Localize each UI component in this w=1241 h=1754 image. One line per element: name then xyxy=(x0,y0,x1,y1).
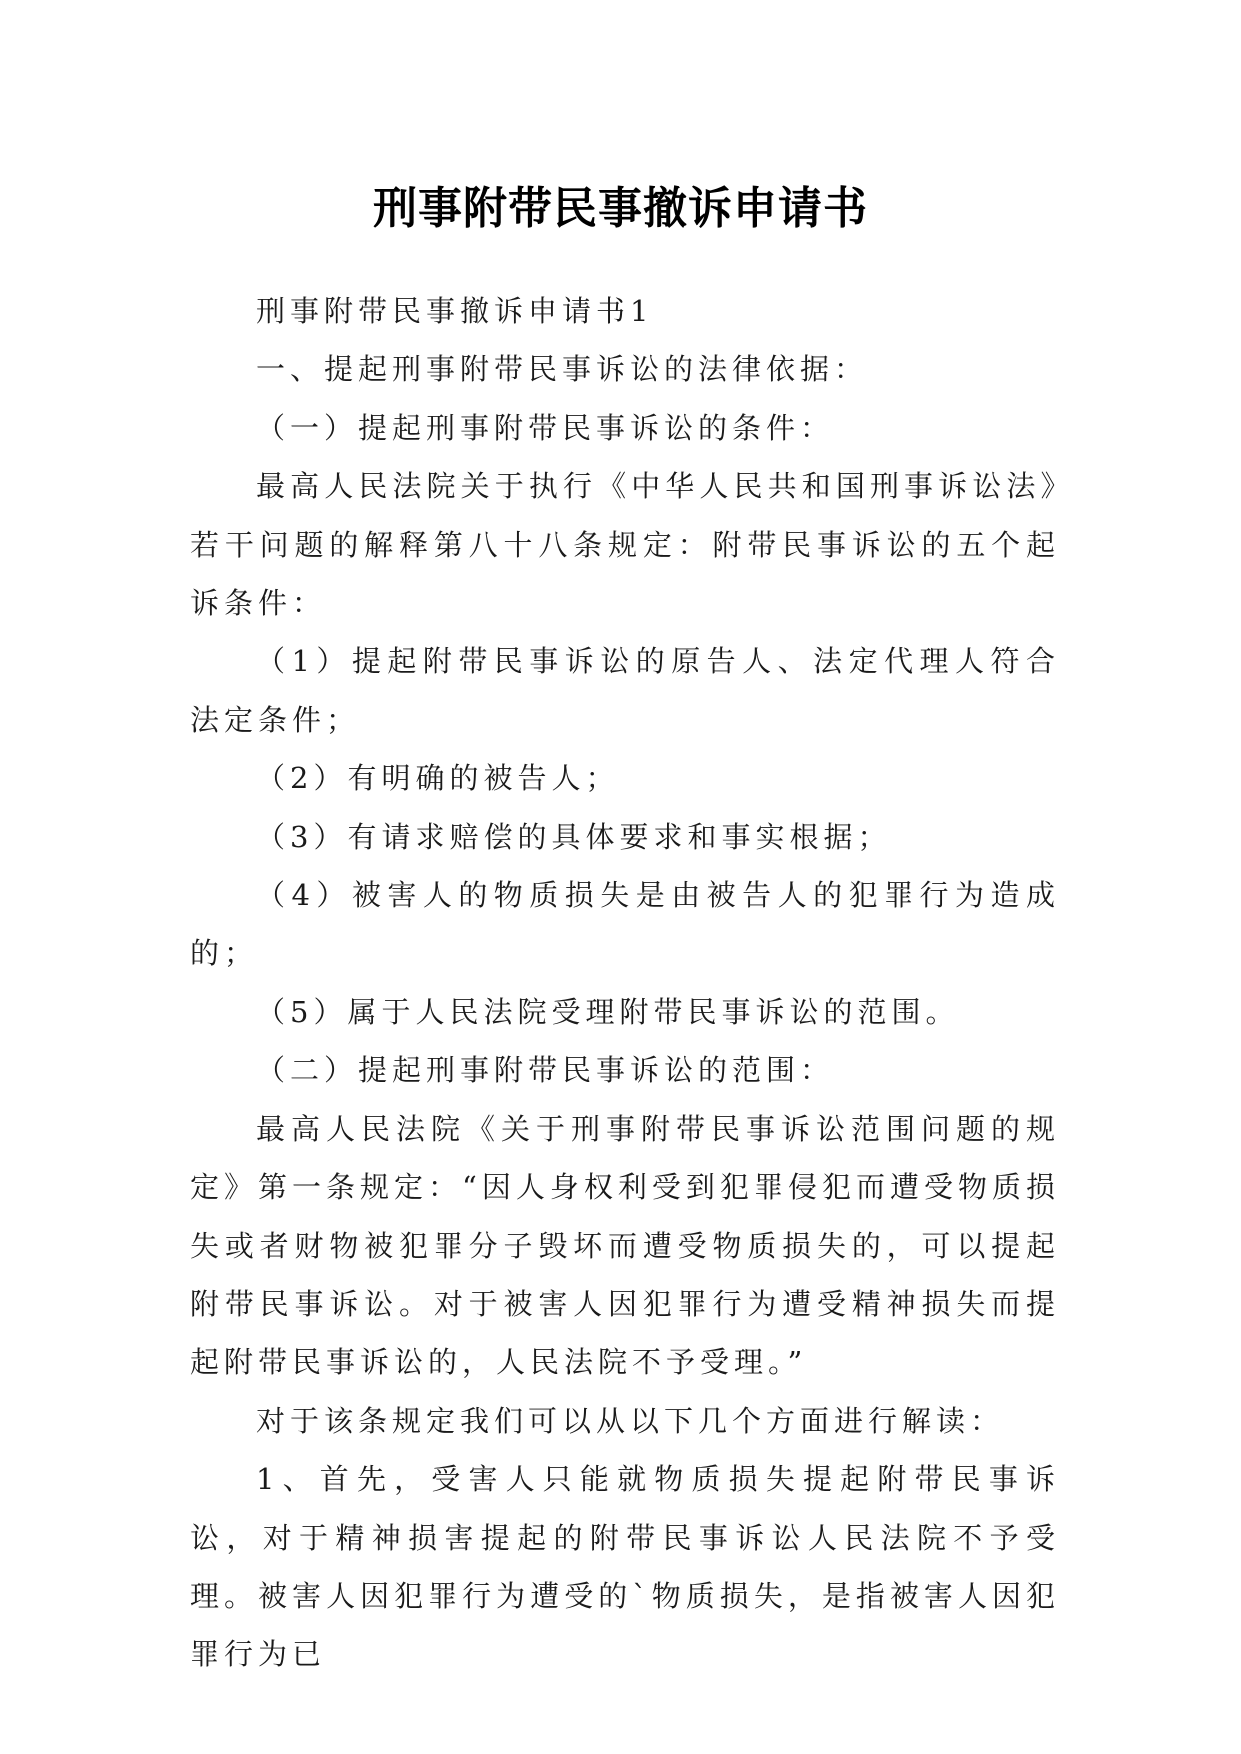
document-title: 刑事附带民事撤诉申请书 xyxy=(373,183,868,235)
paragraph: 刑事附带民事撤诉申请书1 xyxy=(256,294,654,328)
paragraph: （2）有明确的被告人； xyxy=(256,761,620,796)
paragraph: 1、首先，受害人只能就物质损失提起附带民事诉讼，对于精神损害提起的附带民事诉讼人民法院不予受理。被害人因犯罪行为遭受的`物质损失，是指被害人因犯罪行为已 xyxy=(190,1462,1060,1672)
paragraph: 最高人民法院《关于刑事附带民事诉讼范围问题的规定》第一条规定：“因人身权利受到犯罪侵犯而遭受物质损失或者财物被犯罪分子毁坏而遭受物质损失的，可以提起附带民事诉讼。对于被害人因犯罪行为遭受精神损失而提起附带民事诉讼的，人民法院不予受理。” xyxy=(190,1111,1060,1380)
paragraph: （4）被害人的物质损失是由被告人的犯罪行为造成的； xyxy=(190,878,1060,971)
paragraph: （二）提起刑事附带民事诉讼的范围： xyxy=(256,1053,835,1088)
paragraph: 最高人民法院关于执行《中华人民共和国刑事诉讼法》若干问题的解释第八十八条规定：附带民事诉讼的五个起诉条件： xyxy=(190,469,1060,621)
paragraph: 一、提起刑事附带民事诉讼的法律依据： xyxy=(256,352,869,387)
paragraph: （5）属于人民法院受理附带民事诉讼的范围。 xyxy=(256,994,960,1029)
document-body xyxy=(190,282,1060,1684)
paragraph: （一）提起刑事附带民事诉讼的条件： xyxy=(256,410,835,445)
paragraph: （3）有请求赔偿的具体要求和事实根据； xyxy=(256,819,892,854)
paragraph: （1）提起附带民事诉讼的原告人、法定代理人符合法定条件； xyxy=(190,644,1060,737)
paragraph: 对于该条规定我们可以从以下几个方面进行解读： xyxy=(256,1403,1005,1438)
